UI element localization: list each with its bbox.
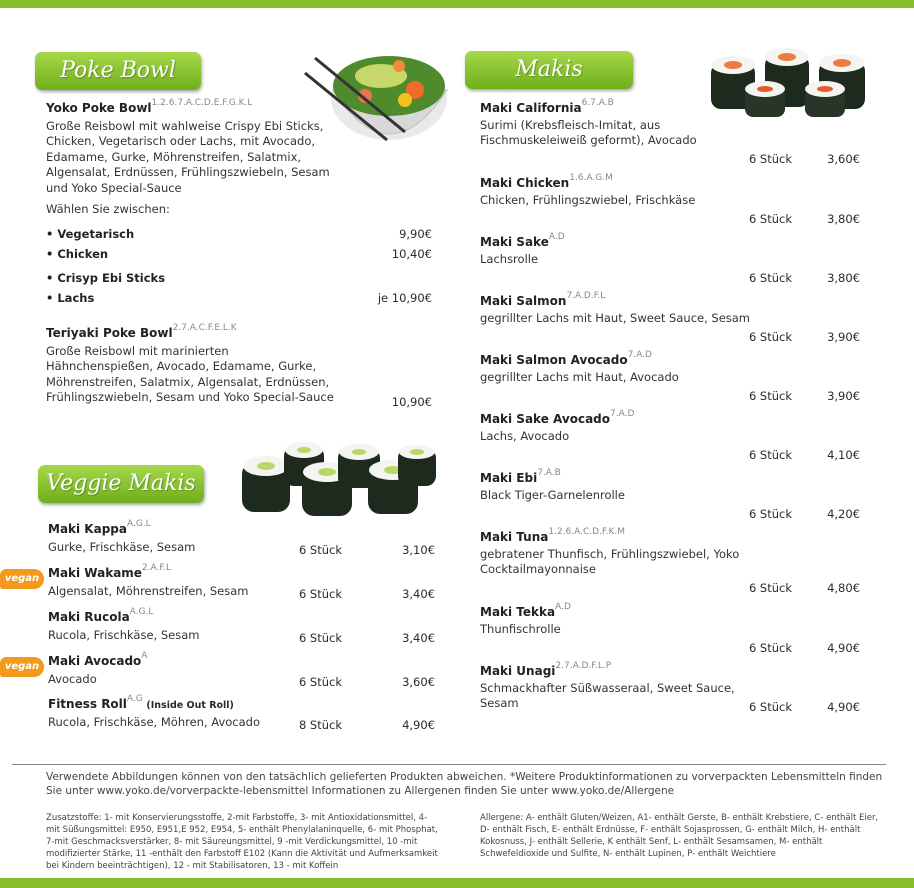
item-name: Maki Unagi bbox=[480, 664, 556, 678]
menu-item bbox=[480, 98, 770, 149]
item-quantity: 6 Stück bbox=[748, 506, 792, 521]
item-allergens: A bbox=[141, 651, 148, 661]
yoko-poke-bowl bbox=[46, 98, 336, 218]
item-quantity: 6 Stück bbox=[748, 581, 792, 595]
item-description: Rucola, Frischkäse, Möhren, Avocado bbox=[48, 714, 260, 729]
menu-item bbox=[480, 350, 770, 385]
item-description: Algensalat, Möhrenstreifen, Sesam bbox=[48, 583, 249, 598]
item-price: 4,90€ bbox=[827, 699, 860, 714]
additives-note: Zusatzstoffe: 1- mit Konservierungsstoffe, 2-mit Farbstoffe, 3- mit Antioxidationsmittel, 4- mit Süßungsmittel: E950, E951,E 952, E954, 5- enthält Phenylalaninquelle, 6- mit Phosphat, 7-mit Geschmacksverstärker, 8- mit Säureungsmittel, 9 -mit Verdickungsmittel, 10 -mit modifizierter Stärke, 11 -enthält den Farbstoff E102 (Kann die Aktivität und Aufmerksamkeit bei Kindern beeinträchtigen), 12 - mit Stabilisatoren, 13 - mit Koffein bbox=[46, 813, 438, 871]
veggie-maki-image bbox=[240, 440, 440, 518]
item-name: Maki Tuna bbox=[480, 530, 549, 544]
menu-item bbox=[480, 468, 770, 503]
item-name: Maki Rucola bbox=[48, 610, 130, 624]
item-price: 4,90€ bbox=[402, 718, 435, 732]
item-price: 4,90€ bbox=[827, 640, 860, 655]
item-allergens: 6.7.A.B bbox=[581, 98, 614, 108]
item-description: Lachsrolle bbox=[480, 251, 539, 266]
item-description: Gurke, Frischkäse, Sesam bbox=[48, 539, 196, 554]
item-allergens: 2.7.A.D.F.L.P bbox=[555, 661, 612, 671]
menu-item bbox=[480, 661, 770, 712]
item-allergens: 1.6.A.G.M bbox=[569, 173, 613, 183]
item-price: 3,90€ bbox=[827, 329, 860, 344]
item-allergens: A.D bbox=[555, 602, 571, 612]
item-allergens: 7.A.D bbox=[610, 409, 635, 419]
item-price: 4,10€ bbox=[827, 447, 860, 462]
teriyaki-poke-bowl bbox=[46, 323, 338, 406]
item-quantity: 6 Stück bbox=[748, 388, 792, 403]
menu-item bbox=[480, 173, 770, 208]
item-description: Chicken, Frühlingszwiebel, Frischkäse bbox=[480, 192, 696, 207]
item-allergens: A.G bbox=[126, 694, 143, 704]
option-label: • Lachs bbox=[46, 291, 95, 305]
item-name: Yoko Poke Bowl bbox=[46, 101, 152, 115]
item-name: Maki California bbox=[480, 101, 582, 115]
item-price: 3,60€ bbox=[827, 152, 860, 166]
item-quantity: 6 Stück bbox=[298, 675, 342, 689]
item-allergens: 2.A.F.L bbox=[141, 563, 171, 573]
item-price: 3,80€ bbox=[827, 270, 860, 285]
item-quantity: 8 Stück bbox=[298, 718, 342, 732]
item-description: gebratener Thunfisch, Frühlingszwiebel, Yoko Cocktailmayonnaise bbox=[480, 546, 740, 576]
item-price: 4,20€ bbox=[827, 506, 860, 521]
item-quantity: 6 Stück bbox=[748, 329, 792, 344]
option-price: je 10,90€ bbox=[377, 291, 432, 305]
menu-item bbox=[480, 409, 770, 444]
item-name: Maki Kappa bbox=[48, 522, 127, 536]
item-quantity: 6 Stück bbox=[748, 270, 792, 285]
item-name: Maki Sake Avocado bbox=[480, 412, 610, 426]
item-quantity: 6 Stück bbox=[298, 631, 342, 645]
item-description: Große Reisbowl mit marinierten Hähnchenspießen, Avocado, Edamame, Gurke, Möhrenstreifen, Salatmix, Algensalat, Erdnüssen, Frühlingszwiebeln, Sesam und Yoko Special-Sauce bbox=[46, 343, 334, 404]
item-price: 3,60€ bbox=[402, 675, 435, 689]
item-description: Lachs, Avocado bbox=[480, 428, 570, 443]
item-allergens: 1.2.6.A.C.D.F.K.M bbox=[548, 527, 626, 537]
item-description: gegrillter Lachs mit Haut, Sweet Sauce, Sesam bbox=[480, 310, 751, 325]
item-quantity: 6 Stück bbox=[298, 543, 342, 557]
allergens-note: Allergene: A- enthält Gluten/Weizen, A1- enthält Gerste, B- enthält Krebstiere, C- enthält Eier, D- enthält Fisch, E- enthält Erdnüsse, F- enthält Sojasprossen, G- enthält Milch, H- enthält Kokosnuss, J- enthält Sellerie, K enthält Senf, L- enthält Sesamsamen, M- enthält Schwefeldioxide und Sulfite, N- enthält Lupinen, P- enthält Weichtiere bbox=[480, 813, 879, 859]
option-price: 10,40€ bbox=[391, 247, 432, 261]
footer-divider bbox=[12, 764, 886, 765]
item-quantity: 6 Stück bbox=[748, 211, 792, 226]
footer-image-note: Verwendete Abbildungen können von den tatsächlich gelieferten Produkten abweichen. *Weitere Produktinformationen zu vorverpackten Lebensmitteln finden Sie unter www.yoko.de/vorverpackte-lebensmittel Informationen zu Allergenen finden Sie unter www.yoko.de/Allergene bbox=[46, 771, 883, 797]
item-allergens: A.D bbox=[548, 232, 565, 242]
item-allergens: 1.2.6.7.A.C.D.E.F.G.K.L bbox=[151, 98, 253, 108]
section-title-veggie-makis: Veggie Makis bbox=[38, 465, 204, 503]
choose-label: Wählen Sie zwischen: bbox=[46, 202, 170, 216]
item-allergens: 7.A.B bbox=[537, 468, 561, 478]
item-name: Maki Ebi bbox=[480, 471, 538, 485]
item-name: Maki Sake bbox=[480, 235, 549, 249]
item-name: Teriyaki Poke Bowl bbox=[46, 326, 173, 340]
menu-item bbox=[480, 291, 770, 326]
menu-item bbox=[480, 602, 770, 637]
item-quantity: 6 Stück bbox=[298, 587, 342, 601]
option-label: • Vegetarisch bbox=[46, 227, 135, 241]
option-label: • Crisyp Ebi Sticks bbox=[46, 271, 166, 285]
vegan-badge: vegan bbox=[0, 569, 44, 589]
item-price: 3,10€ bbox=[402, 543, 435, 557]
item-description: Schmackhafter Süßwasseraal, Sweet Sauce, Sesam bbox=[480, 680, 735, 710]
item-description: Black Tiger-Garnelenrolle bbox=[480, 487, 625, 502]
item-description: Surimi (Krebsfleisch-Imitat, aus Fischmuskeleiweiß geformt), Avocado bbox=[480, 117, 697, 147]
section-title-makis: Makis bbox=[465, 51, 633, 89]
item-name: Maki Avocado bbox=[48, 654, 142, 668]
item-name: Maki Salmon Avocado bbox=[480, 353, 628, 367]
item-description: Avocado bbox=[48, 671, 97, 686]
item-description: Große Reisbowl mit wahlweise Crispy Ebi Sticks, Chicken, Vegetarisch oder Lachs, mit Avocado, Edamame, Gurke, Möhrenstreifen, Salatmix, Algensalat, Erdnüssen, Frühlingszwiebeln, Sesam und Yoko Special-Sauce bbox=[46, 118, 330, 195]
item-quantity: 6 Stück bbox=[748, 447, 792, 462]
item-quantity: 6 Stück bbox=[748, 152, 792, 166]
item-price: 4,80€ bbox=[827, 581, 860, 595]
item-name: Maki Salmon bbox=[480, 294, 567, 308]
top-green-bar bbox=[0, 0, 914, 8]
item-description: gegrillter Lachs mit Haut, Avocado bbox=[480, 369, 679, 384]
menu-item bbox=[480, 232, 770, 267]
item-price: 10,90€ bbox=[391, 395, 432, 409]
item-price: 3,40€ bbox=[402, 587, 435, 601]
item-allergens: A.G.L bbox=[129, 607, 154, 617]
item-quantity: 6 Stück bbox=[748, 699, 792, 714]
bottom-green-bar bbox=[0, 878, 914, 888]
item-extra: (Inside Out Roll) bbox=[146, 700, 234, 711]
menu-item bbox=[480, 527, 770, 578]
item-price: 3,40€ bbox=[402, 631, 435, 645]
item-price: 3,80€ bbox=[827, 211, 860, 226]
vegan-badge: vegan bbox=[0, 657, 44, 677]
item-name: Maki Wakame bbox=[48, 566, 142, 580]
item-allergens: 2.7.A.C.F.E.L.K bbox=[172, 323, 237, 333]
item-allergens: A.G.L bbox=[126, 519, 151, 529]
section-title-poke-bowl: Poke Bowl bbox=[35, 52, 201, 90]
option-label: • Chicken bbox=[46, 247, 109, 261]
item-name: Maki Chicken bbox=[480, 176, 570, 190]
option-price: 9,90€ bbox=[399, 227, 432, 241]
item-name: Fitness Roll bbox=[48, 697, 127, 711]
item-description: Thunfischrolle bbox=[480, 621, 561, 636]
item-name: Maki Tekka bbox=[480, 605, 556, 619]
item-description: Rucola, Frischkäse, Sesam bbox=[48, 627, 200, 642]
item-allergens: 7.A.D.F.L bbox=[566, 291, 606, 301]
item-quantity: 6 Stück bbox=[748, 640, 792, 655]
item-price: 3,90€ bbox=[827, 388, 860, 403]
item-allergens: 7.A.D bbox=[627, 350, 652, 360]
